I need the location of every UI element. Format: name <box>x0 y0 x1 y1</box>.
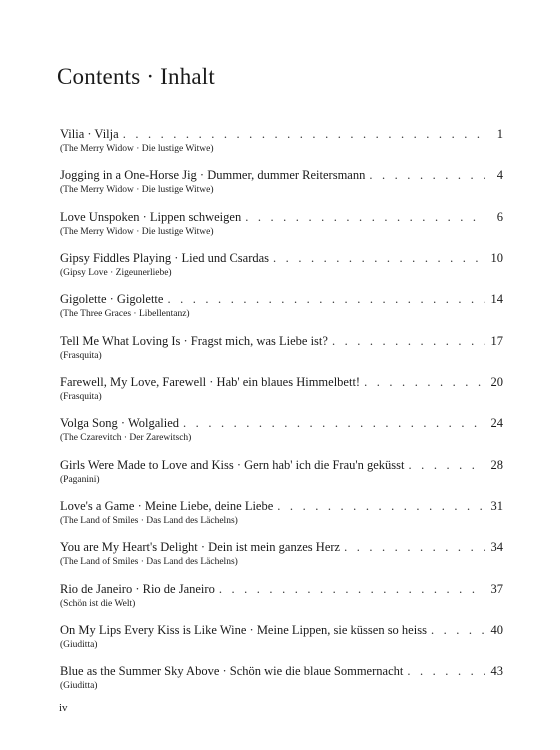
dot-leader <box>167 292 485 307</box>
toc-entry-source: (Paganini) <box>60 474 100 485</box>
toc-entry-line <box>60 416 503 431</box>
page-title: Contents · Inhalt <box>57 64 215 90</box>
dot-leader <box>409 458 485 473</box>
toc-entry <box>60 375 503 416</box>
dot-leader <box>123 127 485 142</box>
toc-entry <box>60 582 503 623</box>
toc-entry-title: Love's a Game · Meine Liebe, deine Liebe <box>60 499 274 514</box>
toc-entry-title: Love Unspoken · Lippen schweigen <box>60 209 242 224</box>
toc-entry-line <box>60 582 503 597</box>
toc-entry-title: Rio de Janeiro · Rio de Janeiro <box>60 581 215 596</box>
toc-entry-page: 4 <box>496 168 503 183</box>
page-number: iv <box>59 702 68 714</box>
toc-entry <box>60 127 503 168</box>
toc-entry-page: 1 <box>496 127 503 141</box>
toc-entry-title: Blue as the Summer Sky Above · Schön wie die blaue Sommernacht <box>60 664 404 679</box>
toc-entry-page: 28 <box>490 457 503 472</box>
toc-entry <box>60 540 503 581</box>
toc-entry-line <box>60 210 503 225</box>
toc-entry-source: (Frasquita) <box>60 350 102 361</box>
dot-leader <box>219 582 485 597</box>
toc-entry-page: 24 <box>490 416 503 431</box>
toc-entry-page: 43 <box>490 664 503 679</box>
toc-entry-line <box>60 458 503 473</box>
toc-entry-page: 20 <box>490 375 503 390</box>
toc-entry-line <box>60 375 503 390</box>
dot-leader <box>183 416 485 431</box>
toc-entry-title: Jogging in a One-Horse Jig · Dummer, dummer Reitersmann <box>60 168 366 183</box>
dot-leader <box>364 375 485 390</box>
toc-entry-line <box>60 168 503 183</box>
toc-entry <box>60 416 503 457</box>
toc-entry <box>60 623 503 664</box>
toc-entry <box>60 664 503 705</box>
toc-entry-title: You are My Heart's Delight · Dein ist mein ganzes Herz <box>60 540 341 555</box>
toc-entry-line <box>60 540 503 555</box>
toc-entry-title: Vilia · Vilja <box>60 127 119 141</box>
toc-entry-page: 40 <box>490 623 503 638</box>
toc-entry-page: 37 <box>490 581 503 596</box>
toc-entry-source: (Frasquita) <box>60 392 102 403</box>
toc-entry-page: 14 <box>490 292 503 307</box>
toc-entry-line <box>60 292 503 307</box>
toc-entry-source: (The Land of Smiles · Das Land des Lächelns) <box>60 557 238 568</box>
toc-entry-title: Gipsy Fiddles Playing · Lied und Csardas <box>60 251 270 266</box>
toc-entry-line <box>60 623 503 638</box>
toc-entry-page: 34 <box>490 540 503 555</box>
toc-entry <box>60 168 503 209</box>
toc-entry-source: (Giuditta) <box>60 640 98 651</box>
toc-entry-line <box>60 334 503 349</box>
table-of-contents <box>60 127 503 706</box>
toc-entry-source: (The Merry Widow · Die lustige Witwe) <box>60 226 214 237</box>
toc-entry-source: (Gipsy Love · Zigeunerliebe) <box>60 268 172 279</box>
toc-entry-page: 31 <box>490 499 503 514</box>
toc-entry-source: (The Three Graces · Libellentanz) <box>60 309 190 320</box>
toc-entry-source: (The Czarevitch · Der Zarewitsch) <box>60 433 192 444</box>
toc-entry <box>60 292 503 333</box>
dot-leader <box>344 540 485 555</box>
toc-entry-title: Gigolette · Gigolette <box>60 292 164 307</box>
toc-entry <box>60 458 503 499</box>
dot-leader <box>245 210 485 225</box>
toc-entry-source: (The Land of Smiles · Das Land des Lächelns) <box>60 516 238 527</box>
toc-entry-source: (The Merry Widow · Die lustige Witwe) <box>60 185 214 196</box>
toc-entry-line <box>60 127 503 142</box>
dot-leader <box>431 623 485 638</box>
toc-entry-source: (Giuditta) <box>60 681 98 692</box>
dot-leader <box>407 664 485 679</box>
toc-entry-source: (Schön ist die Welt) <box>60 598 136 609</box>
dot-leader <box>369 168 485 183</box>
toc-entry-page: 17 <box>490 333 503 348</box>
toc-entry <box>60 334 503 375</box>
toc-entry-line <box>60 251 503 266</box>
toc-entry-line <box>60 664 503 679</box>
toc-entry-title: Girls Were Made to Love and Kiss · Gern hab' ich die Frau'n geküsst <box>60 457 405 472</box>
toc-entry <box>60 210 503 251</box>
toc-entry-title: Volga Song · Wolgalied <box>60 416 180 431</box>
dot-leader <box>273 251 485 266</box>
toc-entry-page: 10 <box>490 251 503 266</box>
toc-entry <box>60 251 503 292</box>
toc-entry-title: Farewell, My Love, Farewell · Hab' ein blaues Himmelbett! <box>60 375 361 390</box>
toc-entry-line <box>60 499 503 514</box>
toc-entry-title: On My Lips Every Kiss is Like Wine · Meine Lippen, sie küssen so heiss <box>60 623 427 638</box>
toc-entry <box>60 499 503 540</box>
toc-entry-page: 6 <box>496 209 503 224</box>
dot-leader <box>277 499 485 514</box>
toc-entry-title: Tell Me What Loving Is · Fragst mich, was Liebe ist? <box>60 333 328 348</box>
dot-leader <box>332 334 485 349</box>
toc-entry-source: (The Merry Widow · Die lustige Witwe) <box>60 144 214 154</box>
